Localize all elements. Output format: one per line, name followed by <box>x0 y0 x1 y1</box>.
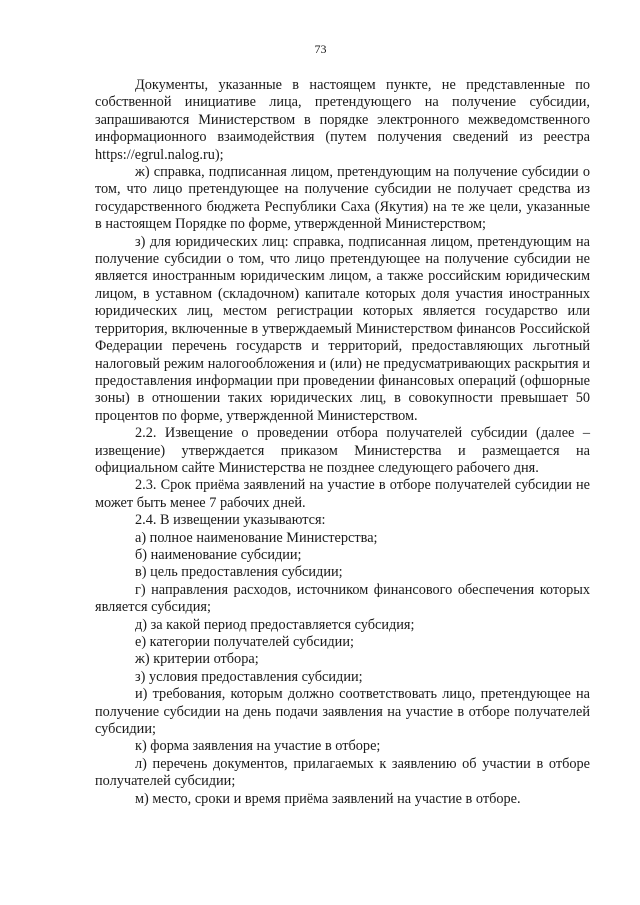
list-item-b: б) наименование субсидии; <box>135 546 302 563</box>
list-item-a: а) полное наименование Министерства; <box>135 529 378 546</box>
list-item-v: в) цель предоставления субсидии; <box>135 564 343 581</box>
list-item-z: з) условия предоставления субсидии; <box>135 668 363 685</box>
paragraph-2-2: 2.2. Извещение о проведении отбора получателей субсидии (далее – извещение) утверждается приказом Министерства и размещается на официальном сайте Министерства не позднее следующего рабочего дня. <box>95 425 590 476</box>
list-item-d: д) за какой период предоставляется субсидия; <box>135 616 415 633</box>
document-body <box>95 77 590 808</box>
list-item-l: л) перечень документов, прилагаемых к заявлению об участии в отборе получателей субсидии; <box>95 755 590 790</box>
page-number: 73 <box>314 42 327 56</box>
paragraph-item-z-legal: з) для юридических лиц: справка, подписанная лицом, претендующим на получение субсидии о том, что лицо претендующее на получение субсидии не является иностранным юридическим лицом, а также российским юридическим лицом, в уставном (складочном) капитале которых доля участия иностранных юридических лиц, местом регистрации которых является государство или территория, включенные в утверждаемый Министерством финансов Российской Федерации перечень государств и территорий, предоставляющих льготный налоговый режим налогообложения и (или) не предусматривающих раскрытия и предоставления информации при проведении финансовых операций (офшорные зоны) в отношении таких юридических лиц, в совокупности превышает 50 процентов по форме, утвержденной Министерством. <box>95 233 590 424</box>
list-item-k: к) форма заявления на участие в отборе; <box>135 738 381 755</box>
list-item-zh: ж) критерии отбора; <box>135 651 259 668</box>
list-item-e: е) категории получателей субсидии; <box>135 634 354 650</box>
paragraph-2-3: 2.3. Срок приёма заявлений на участие в отборе получателей субсидии не может быть менее 7 рабочих дней. <box>95 477 590 511</box>
list-item-m: м) место, сроки и время приёма заявлений на участие в отборе. <box>135 790 521 807</box>
paragraph-item-zh: ж) справка, подписанная лицом, претендующим на получение субсидии о том, что лицо претендующее на получение субсидии не получает средства из государственного бюджета Республики Саха (Якутия) на те же цели, указанные в настоящем Порядке по форме, утвержденной Министерством; <box>95 164 590 233</box>
list-item-g: г) направления расходов, источником финансового обеспечения которых является субсидия; <box>95 581 590 616</box>
list-item-i: и) требования, которым должно соответствовать лицо, претендующее на получение субсидии на день подачи заявления на участие в отборе получателей субсидии; <box>95 686 590 738</box>
paragraph-2-4: 2.4. В извещении указываются: <box>135 512 326 529</box>
paragraph-documents-request: Документы, указанные в настоящем пункте, не представленные по собственной инициативе лица, претендующего на получение субсидии, запрашиваются Министерством в порядке электронного межведомственного информационного взаимодействия (путем получения сведений из реестра https://egrul.nalog.ru); <box>95 77 590 163</box>
